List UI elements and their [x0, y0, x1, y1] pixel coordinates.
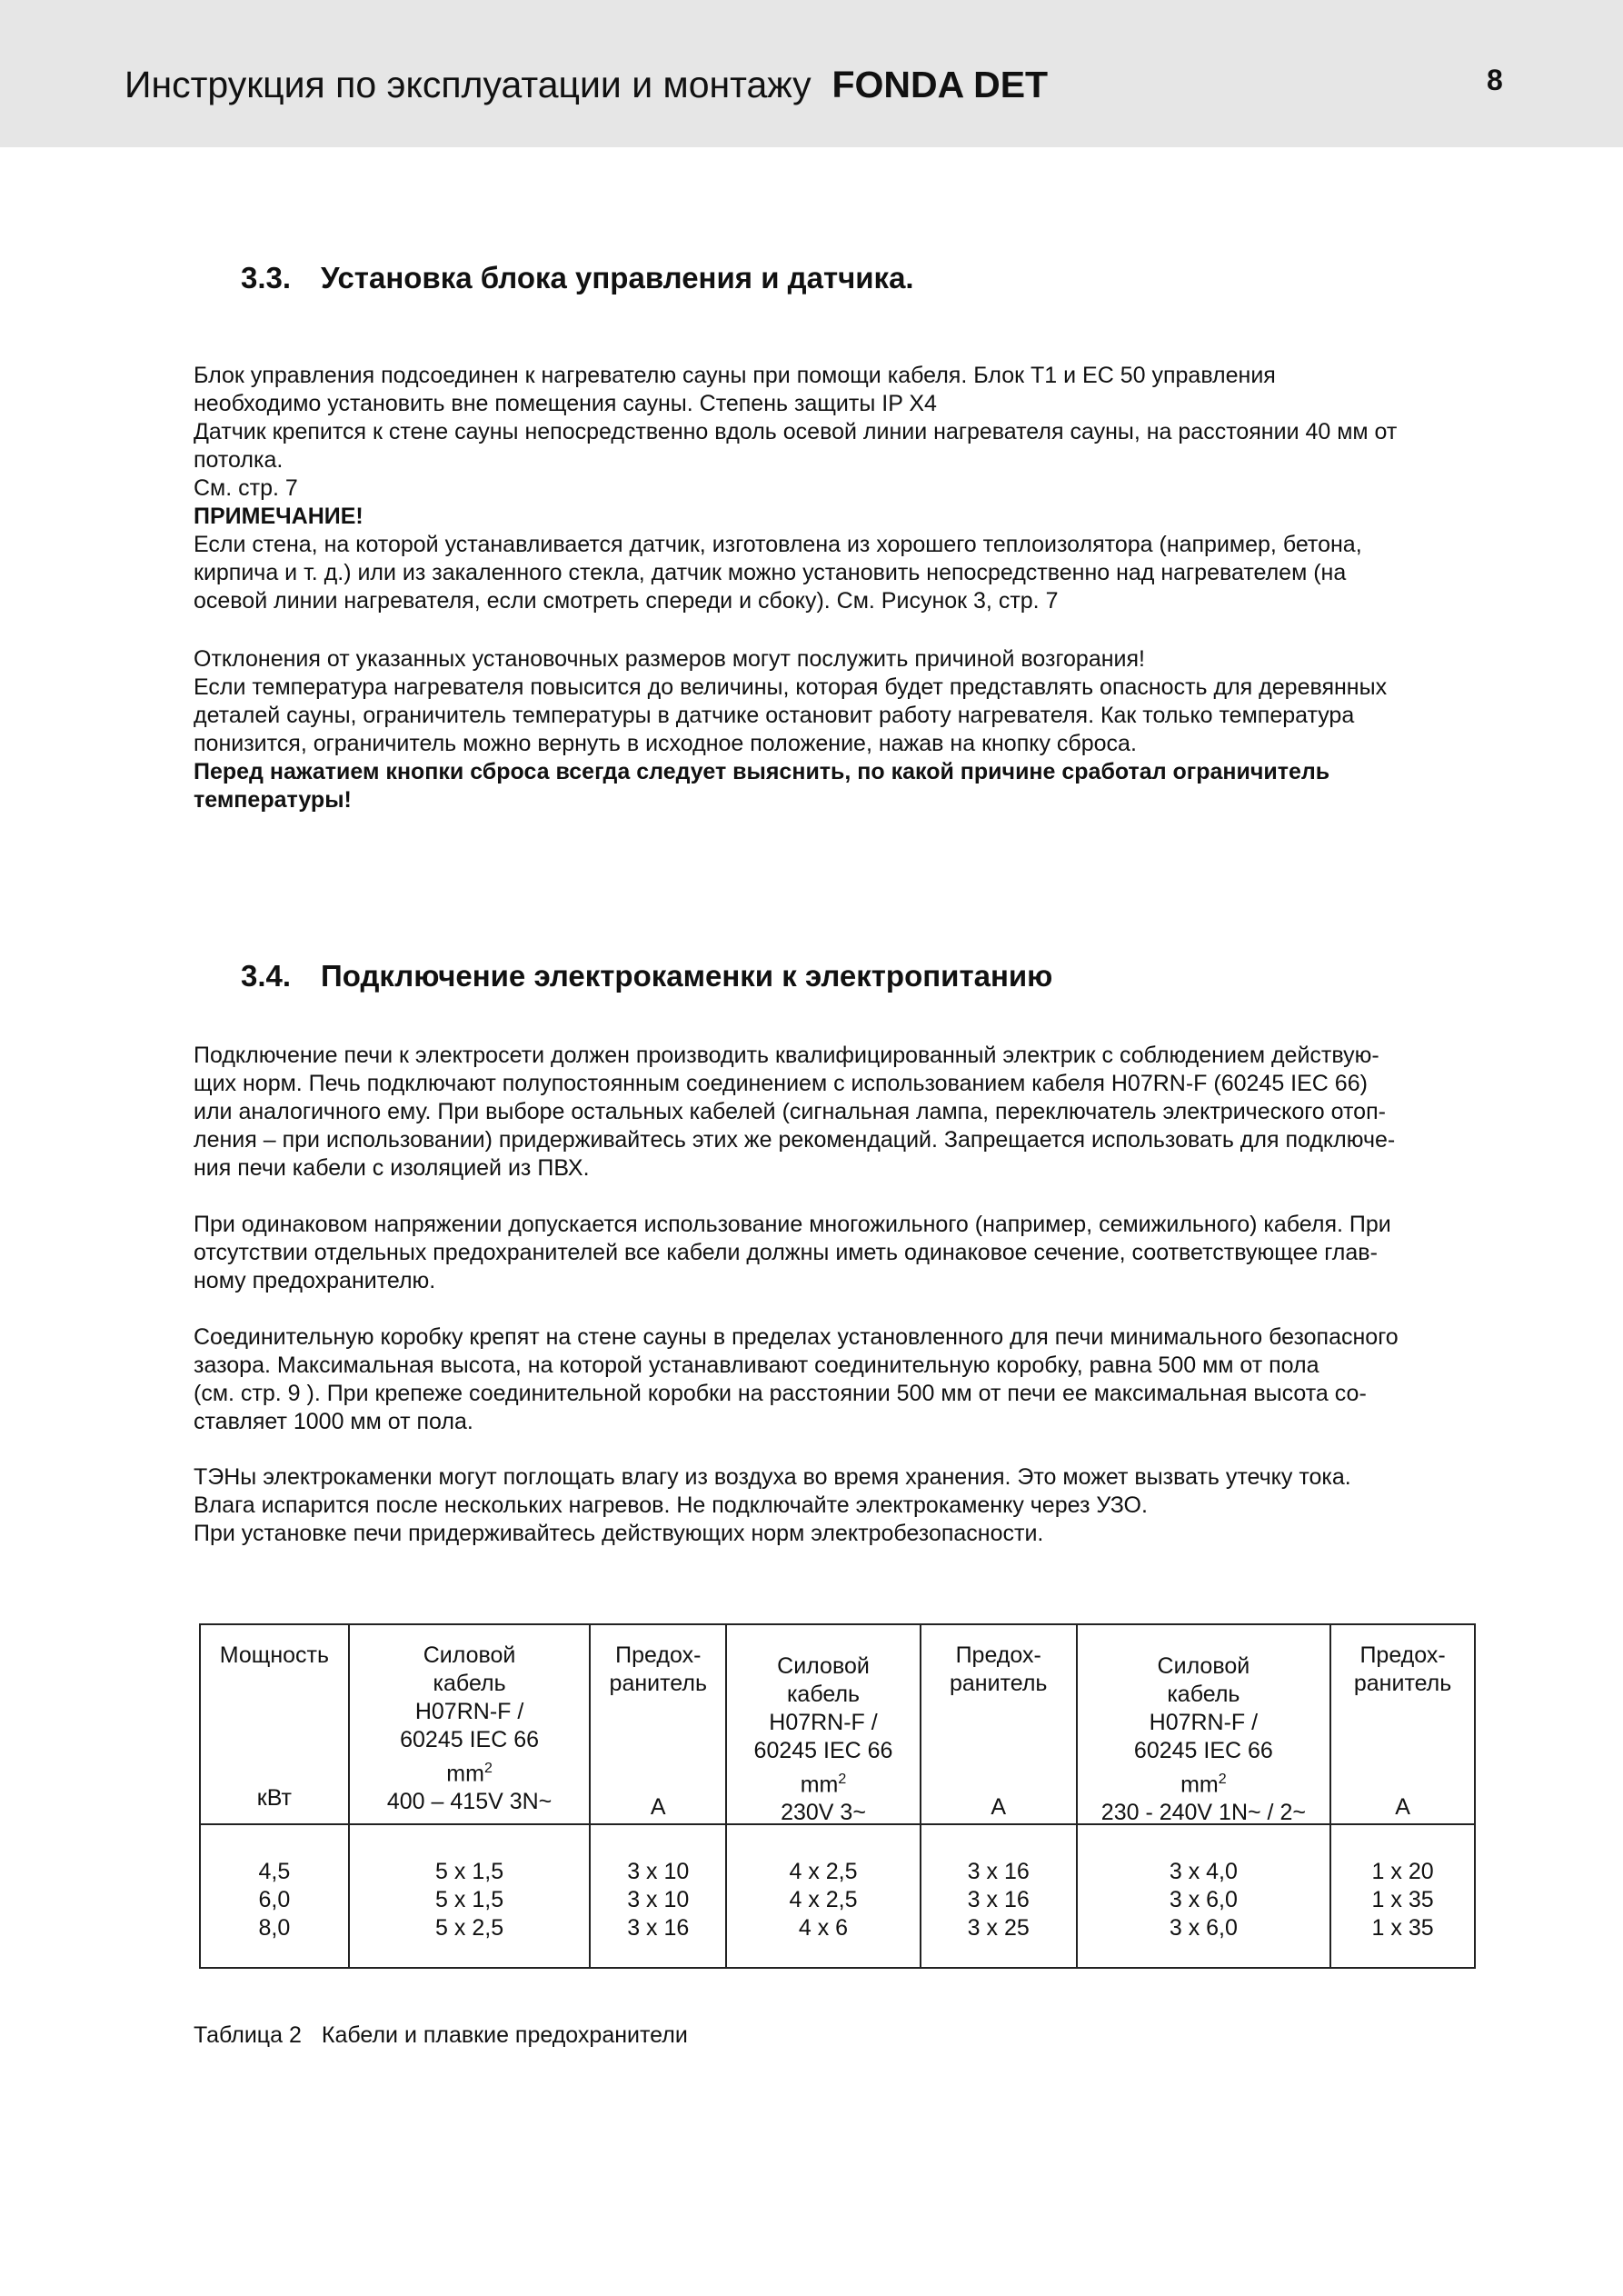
text-line: потолка. [194, 447, 284, 473]
header-fuse-3 [1330, 1624, 1475, 1824]
text-line: кирпича и т. д.) или из закаленного стекла, датчик можно установить непосредственно над нагревателем (на [194, 560, 1347, 585]
unit-superscript: 2 [838, 1772, 847, 1787]
paragraph-moisture [194, 1463, 1520, 1548]
table-cell-cable-400v [349, 1824, 591, 1968]
header-text: Силовой [1157, 1653, 1250, 1679]
unit-superscript: 2 [483, 1761, 493, 1776]
text-line: Отклонения от указанных установочных размеров могут послужить причиной возгорания! [194, 646, 1145, 672]
cell-value: 6,0 [258, 1887, 291, 1912]
header-text: H07RN-F / [414, 1699, 524, 1724]
header-unit: A [650, 1794, 666, 1820]
header-text: Предох- [615, 1642, 702, 1668]
warning-line: Перед нажатием кнопки сброса всегда следует выяснить, по какой причине сработал ограничитель [194, 759, 1330, 784]
cell-value: 3 x 25 [967, 1915, 1030, 1941]
text-line: необходимо установить вне помещения сауны. Степень защиты IP X4 [194, 391, 937, 416]
cell-value: 3 x 16 [627, 1915, 690, 1941]
document-title [124, 64, 1048, 106]
cell-value: 3 x 6,0 [1169, 1915, 1238, 1941]
section-heading-3-4 [241, 959, 1052, 993]
text-line: См. стр. 7 [194, 475, 298, 501]
header-text: 60245 IEC 66 [753, 1738, 893, 1763]
section-title: Подключение электрокаменки к электропитанию [321, 959, 1053, 993]
header-text: 60245 IEC 66 [400, 1727, 540, 1752]
cell-value: 1 x 35 [1371, 1915, 1434, 1941]
text-line: При одинаковом напряжении допускается использование многожильного (например, семижильного) кабеля. При [194, 1212, 1391, 1237]
header-fuse-2 [921, 1624, 1077, 1824]
text-line: Влага испарится после нескольких нагревов. Не подключайте электрокаменку через УЗО. [194, 1492, 1148, 1518]
section-number: 3.4. [241, 959, 292, 993]
header-fuse-1 [590, 1624, 726, 1824]
warning-line: температуры! [194, 787, 352, 813]
text-line: Если стена, на которой устанавливается датчик, изготовлена из хорошего теплоизолятора (например, бетона, [194, 532, 1362, 557]
header-text: кабель [1167, 1682, 1240, 1707]
text-line: ставляет 1000 мм от пола. [194, 1409, 473, 1434]
text-line: Датчик крепится к стене сауны непосредственно вдоль осевой линии нагревателя сауны, на расстоянии 40 мм от [194, 419, 1398, 444]
text-line: Подключение печи к электросети должен производить квалифицированный электрик с соблюдением действую- [194, 1043, 1379, 1068]
header-unit: A [1395, 1794, 1410, 1820]
caption-label: Таблица 2 [194, 2022, 302, 2048]
paragraph-multicore [194, 1211, 1520, 1295]
header-cable-400v [349, 1624, 591, 1824]
text-line: (см. стр. 9 ). При крепеже соединительной коробки на расстоянии 500 мм от печи ее максимальная высота со- [194, 1381, 1367, 1406]
paragraph-control-unit [194, 362, 1520, 615]
cell-value: 3 x 16 [967, 1859, 1030, 1884]
text-line: ния печи кабели с изоляцией из ПВХ. [194, 1155, 590, 1181]
table-cell-power [200, 1824, 349, 1968]
paragraph-limiter [194, 645, 1520, 814]
header-unit [727, 1765, 920, 1799]
table-caption [194, 2022, 688, 2049]
header-cable-230v [726, 1624, 921, 1824]
header-text: 60245 IEC 66 [1133, 1738, 1273, 1763]
section-number: 3.3. [241, 261, 292, 294]
cell-value: 4 x 6 [798, 1915, 849, 1941]
page-number: 8 [1487, 64, 1503, 96]
text-line: Если температура нагревателя повысится до величины, которая будет представлять опасность для деревянных [194, 674, 1388, 700]
table-cell-fuse-1 [590, 1824, 726, 1968]
section-title: Установка блока управления и датчика. [321, 261, 914, 294]
text-line: зазора. Максимальная высота, на которой устанавливают соединительную коробку, равна 500 мм от пола [194, 1353, 1319, 1378]
table-row [200, 1824, 1475, 1968]
cell-value: 4 x 2,5 [789, 1859, 858, 1884]
text-line: Блок управления подсоединен к нагревателю сауны при помощи кабеля. Блок T1 и EC 50 управления [194, 363, 1276, 388]
text-line: При установке печи придерживайтесь действующих норм электробезопасности. [194, 1521, 1044, 1546]
section-heading-3-3 [241, 261, 914, 295]
cell-value: 5 x 2,5 [435, 1915, 504, 1941]
unit-text: mm [1180, 1772, 1219, 1798]
cell-value: 1 x 35 [1371, 1887, 1434, 1912]
text-line: или аналогичного ему. При выборе остальных кабелей (сигнальная лампа, переключатель электрического отоп- [194, 1099, 1386, 1124]
header-unit: A [991, 1794, 1007, 1820]
header-voltage: 230V 3~ [781, 1800, 866, 1826]
header-voltage: 230 - 240V 1N~ / 2~ [1100, 1800, 1306, 1826]
cell-value: 4,5 [258, 1859, 291, 1884]
text-line: деталей сауны, ограничитель температуры в датчике остановит работу нагревателя. Как только температура [194, 703, 1355, 728]
cell-value: 5 x 1,5 [435, 1859, 504, 1884]
header-text: кабель [786, 1682, 861, 1707]
text-line: ления – при использовании) придерживайтесь этих же рекомендаций. Запрещается использовать для подключе- [194, 1127, 1396, 1153]
cell-value: 3 x 4,0 [1169, 1859, 1238, 1884]
cell-value: 8,0 [258, 1915, 291, 1941]
header-text: Силовой [423, 1642, 516, 1668]
unit-text: mm [446, 1761, 484, 1787]
header-text: Предох- [955, 1642, 1041, 1668]
header-text: ранитель [950, 1671, 1048, 1696]
cable-fuse-table [199, 1623, 1476, 1969]
header-text: H07RN-F / [769, 1710, 878, 1735]
caption-text: Кабели и плавкие предохранители [321, 2022, 688, 2048]
header-text: Мощность [219, 1642, 330, 1668]
header-unit [1078, 1765, 1330, 1799]
header-cable-1n [1077, 1624, 1331, 1824]
table-cell-fuse-2 [921, 1824, 1077, 1968]
text-line: ному предохранителю. [194, 1268, 436, 1293]
paragraph-junction-box [194, 1323, 1520, 1436]
header-power [200, 1624, 349, 1824]
header-voltage: 400 – 415V 3N~ [386, 1789, 553, 1815]
table-cell-fuse-3 [1330, 1824, 1475, 1968]
unit-superscript: 2 [1218, 1772, 1227, 1787]
cell-value: 3 x 16 [967, 1887, 1030, 1912]
table-cell-cable-230v [726, 1824, 921, 1968]
title-regular: Инструкция по эксплуатации и монтажу [124, 64, 812, 105]
table-header-row [200, 1624, 1475, 1824]
title-product: FONDA DET [831, 64, 1049, 105]
cell-value: 3 x 10 [627, 1859, 690, 1884]
paragraph-connection [194, 1042, 1520, 1183]
header-text: Предох- [1359, 1642, 1446, 1668]
cell-value: 1 x 20 [1371, 1859, 1434, 1884]
cell-value: 4 x 2,5 [789, 1887, 858, 1912]
text-line: отсутствии отдельных предохранителей все кабели должны иметь одинаковое сечение, соответствующее глав- [194, 1240, 1378, 1265]
unit-text: mm [800, 1772, 839, 1798]
header-text: ранитель [609, 1671, 707, 1696]
text-line: понизится, ограничитель можно вернуть в исходное положение, нажав на кнопку сброса. [194, 731, 1137, 756]
text-line: осевой линии нагревателя, если смотреть спереди и сбоку). См. Рисунок 3, стр. 7 [194, 588, 1059, 614]
text-line: Соединительную коробку крепят на стене сауны в пределах установленного для печи минимального безопасного [194, 1324, 1399, 1350]
header-unit [350, 1754, 590, 1788]
header-text: ранитель [1353, 1671, 1452, 1696]
text-line: ТЭНы электрокаменки могут поглощать влагу из воздуха во время хранения. Это может вызвать утечку тока. [194, 1464, 1351, 1490]
cell-value: 3 x 10 [627, 1887, 690, 1912]
header-text: кабель [433, 1671, 506, 1696]
note-label: ПРИМЕЧАНИЕ! [194, 504, 363, 529]
text-line: щих норм. Печь подключают полупостоянным соединением с использованием кабеля H07RN-F (60245 IEC 66) [194, 1071, 1368, 1096]
header-text: Силовой [777, 1653, 870, 1679]
cell-value: 5 x 1,5 [435, 1887, 504, 1912]
cell-value: 3 x 6,0 [1169, 1887, 1238, 1912]
header-unit: кВт [256, 1785, 292, 1811]
header-text: H07RN-F / [1149, 1710, 1259, 1735]
table-cell-cable-1n [1077, 1824, 1331, 1968]
